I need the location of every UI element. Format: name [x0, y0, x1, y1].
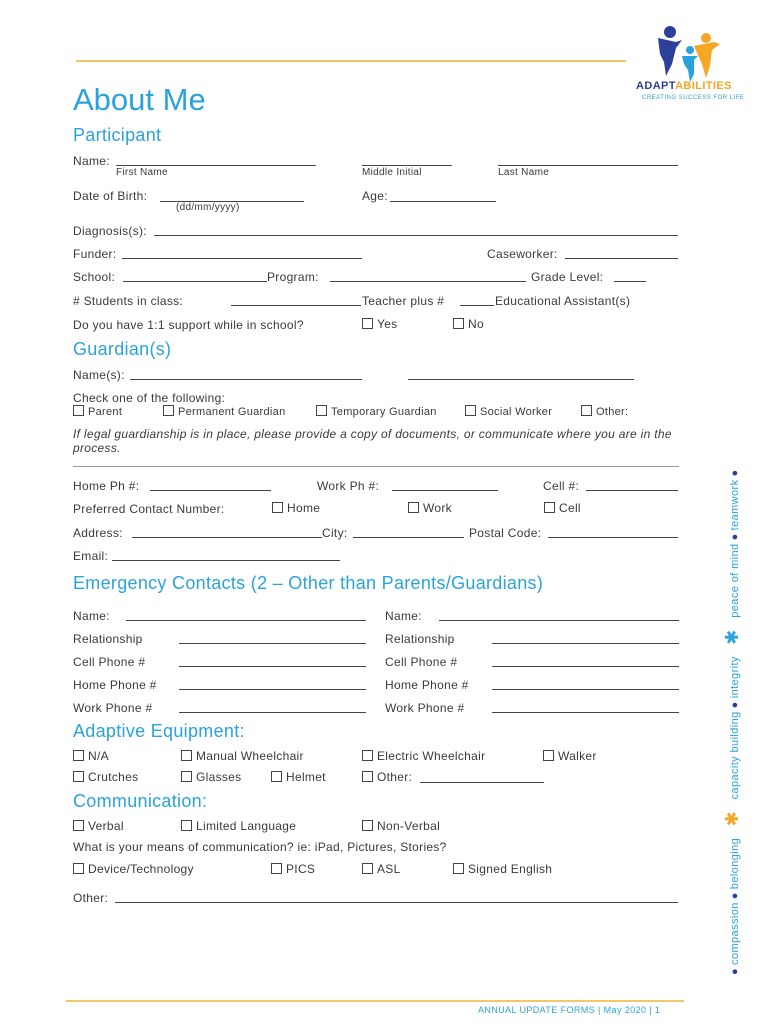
logo-figures-icon	[636, 24, 748, 82]
program-label: Program:	[267, 270, 319, 284]
school-field[interactable]	[123, 281, 267, 282]
students-label: # Students in class:	[73, 294, 184, 308]
ec2-name-label: Name:	[385, 609, 422, 623]
section-divider	[73, 466, 679, 467]
checkbox-icon	[581, 405, 592, 416]
social-worker-label: Social Worker	[480, 406, 553, 418]
checkbox-icon	[408, 502, 419, 513]
helmet-label: Helmet	[286, 770, 326, 784]
ec2-home-field[interactable]	[492, 689, 679, 690]
first-name-caption: First Name	[116, 167, 168, 178]
home-ph-field[interactable]	[150, 490, 271, 491]
guardian-other-checkbox[interactable]	[581, 405, 628, 418]
guardian-social-worker-checkbox[interactable]	[465, 405, 552, 418]
checkbox-icon	[316, 405, 327, 416]
age-field[interactable]	[390, 201, 496, 202]
ec2-cell-field[interactable]	[492, 666, 679, 667]
checkbox-icon	[272, 502, 283, 513]
comm-verbal-checkbox[interactable]	[73, 819, 124, 833]
pics-label: PICS	[286, 862, 316, 876]
cell-label: Cell	[559, 501, 581, 515]
email-field[interactable]	[112, 560, 340, 561]
diagnosis-field[interactable]	[154, 235, 678, 236]
value-belonging: belonging	[729, 837, 741, 890]
sidebar-values	[722, 466, 743, 978]
last-name-field[interactable]	[498, 165, 678, 166]
yes-label: Yes	[377, 317, 398, 331]
comm-signed-english-checkbox[interactable]	[453, 862, 552, 876]
ec1-work-field[interactable]	[179, 712, 366, 713]
name-label: Name:	[73, 154, 110, 168]
checkbox-icon	[271, 771, 282, 782]
checkbox-icon	[362, 318, 373, 329]
checkbox-icon	[453, 318, 464, 329]
ea-label: Educational Assistant(s)	[495, 294, 631, 308]
caseworker-field[interactable]	[565, 258, 678, 259]
ec2-work-field[interactable]	[492, 712, 679, 713]
ec1-cell-label: Cell Phone #	[73, 655, 146, 669]
checkbox-icon	[181, 771, 192, 782]
preferred-cell-checkbox[interactable]	[544, 501, 581, 515]
value-teamwork: teamwork	[729, 479, 741, 531]
checkbox-icon	[543, 750, 554, 761]
last-name-caption: Last Name	[498, 167, 550, 178]
footer-text: ANNUAL UPDATE FORMS | May 2020 | 1	[478, 1005, 661, 1015]
checkbox-icon	[181, 750, 192, 761]
guardian-name-2-field[interactable]	[408, 379, 634, 380]
funder-field[interactable]	[122, 258, 362, 259]
ec2-relationship-field[interactable]	[492, 643, 679, 644]
preferred-label: Preferred Contact Number:	[73, 502, 225, 516]
equip-other-label: Other:	[377, 770, 413, 784]
checkbox-icon	[73, 863, 84, 874]
guardian-permanent-checkbox[interactable]	[163, 405, 286, 418]
permanent-label: Permanent Guardian	[178, 406, 286, 418]
equip-glasses-checkbox[interactable]	[181, 770, 241, 784]
checkbox-icon	[73, 750, 84, 761]
work-ph-label: Work Ph #:	[317, 479, 380, 493]
middle-initial-caption: Middle Initial	[362, 167, 422, 178]
na-label: N/A	[88, 749, 109, 763]
ec1-cell-field[interactable]	[179, 666, 366, 667]
postal-field[interactable]	[548, 537, 678, 538]
ec1-name-label: Name:	[73, 609, 110, 623]
home-label: Home	[287, 501, 321, 515]
logo	[636, 24, 748, 104]
guardian-temporary-checkbox[interactable]	[316, 405, 437, 418]
logo-word-adapt: ADAPT	[636, 80, 676, 92]
equip-walker-checkbox[interactable]	[543, 749, 597, 763]
support-yes-checkbox[interactable]	[362, 317, 397, 331]
ec2-work-label: Work Phone #	[385, 701, 465, 715]
value-capacity-building: capacity building	[729, 711, 741, 800]
equip-other-checkbox[interactable]	[362, 770, 412, 784]
preferred-work-checkbox[interactable]	[408, 501, 452, 515]
cell-ph-field[interactable]	[586, 490, 678, 491]
checkbox-icon	[465, 405, 476, 416]
check-one-label: Check one of the following:	[73, 391, 226, 405]
home-ph-label: Home Ph #:	[73, 479, 140, 493]
ec2-home-label: Home Phone #	[385, 678, 469, 692]
ec2-name-field[interactable]	[439, 620, 679, 621]
equip-na-checkbox[interactable]	[73, 749, 109, 763]
guardian-names-label: Name(s):	[73, 368, 125, 382]
asl-label: ASL	[377, 862, 401, 876]
work-label: Work	[423, 501, 452, 515]
footer-rule	[66, 1000, 684, 1002]
checkbox-icon	[73, 820, 84, 831]
comm-device-checkbox[interactable]	[73, 862, 194, 876]
email-label: Email:	[73, 549, 109, 563]
participant-heading: Participant	[73, 125, 162, 145]
checkbox-icon	[73, 771, 84, 782]
communication-heading: Communication:	[73, 791, 208, 811]
ec2-relationship-label: Relationship	[385, 632, 455, 646]
other-label: Other:	[596, 406, 629, 418]
value-compassion: compassion	[729, 902, 741, 965]
comm-limited-language-checkbox[interactable]	[181, 819, 296, 833]
bullet-icon: ●	[729, 469, 741, 477]
ec1-relationship-field[interactable]	[179, 643, 366, 644]
school-label: School:	[73, 270, 116, 284]
teacher-field[interactable]	[460, 305, 494, 306]
figures-icon: ✱	[722, 629, 742, 645]
top-rule	[76, 60, 626, 62]
middle-initial-field[interactable]	[362, 165, 452, 166]
city-label: City:	[322, 526, 348, 540]
checkbox-icon	[271, 863, 282, 874]
checkbox-icon	[181, 820, 192, 831]
cell-ph-label: Cell #:	[543, 479, 580, 493]
guardianship-note: If legal guardianship is in place, please provide a copy of documents, or communicate where you are in the process.	[73, 427, 672, 455]
grade-label: Grade Level:	[531, 270, 604, 284]
equip-electric-wheelchair-checkbox[interactable]	[362, 749, 485, 763]
address-field[interactable]	[132, 537, 322, 538]
postal-label: Postal Code:	[469, 526, 542, 540]
value-peace-of-mind: peace of mind	[729, 543, 741, 618]
preferred-home-checkbox[interactable]	[272, 501, 320, 515]
checkbox-icon	[73, 405, 84, 416]
temporary-label: Temporary Guardian	[331, 406, 437, 418]
dob-format-caption: (dd/mm/yyyy)	[176, 202, 240, 213]
verbal-label: Verbal	[88, 819, 124, 833]
caseworker-label: Caseworker:	[487, 247, 558, 261]
ec1-work-label: Work Phone #	[73, 701, 153, 715]
device-label: Device/Technology	[88, 862, 194, 876]
equip-manual-wheelchair-checkbox[interactable]	[181, 749, 304, 763]
equip-helmet-checkbox[interactable]	[271, 770, 326, 784]
limited-language-label: Limited Language	[196, 819, 297, 833]
logo-wordmark	[636, 80, 732, 92]
checkbox-icon	[362, 771, 373, 782]
guardian-name-1-field[interactable]	[130, 379, 362, 380]
comm-pics-checkbox[interactable]	[271, 862, 315, 876]
bullet-icon: ●	[729, 701, 741, 709]
guardians-heading: Guardian(s)	[73, 339, 172, 359]
equipment-heading: Adaptive Equipment:	[73, 721, 245, 741]
diagnosis-label: Diagnosis(s):	[73, 224, 147, 238]
funder-label: Funder:	[73, 247, 117, 261]
value-integrity: integrity	[729, 656, 741, 699]
ec1-home-field[interactable]	[179, 689, 366, 690]
ec1-name-field[interactable]	[126, 620, 366, 621]
manual-wheelchair-label: Manual Wheelchair	[196, 749, 304, 763]
grade-field[interactable]	[614, 281, 646, 282]
ec1-relationship-label: Relationship	[73, 632, 143, 646]
equip-crutches-checkbox[interactable]	[73, 770, 138, 784]
signed-english-label: Signed English	[468, 862, 553, 876]
ec2-cell-label: Cell Phone #	[385, 655, 458, 669]
walker-label: Walker	[558, 749, 597, 763]
bullet-icon: ●	[729, 892, 741, 900]
address-label: Address:	[73, 526, 123, 540]
checkbox-icon	[362, 820, 373, 831]
checkbox-icon	[544, 502, 555, 513]
bullet-icon: ●	[729, 533, 741, 541]
page-title: About Me	[73, 82, 206, 117]
support-question: Do you have 1:1 support while in school?	[73, 318, 304, 332]
crutches-label: Crutches	[88, 770, 139, 784]
support-no-checkbox[interactable]	[453, 317, 484, 331]
comm-other-field[interactable]	[115, 902, 678, 903]
glasses-label: Glasses	[196, 770, 242, 784]
comm-non-verbal-checkbox[interactable]	[362, 819, 440, 833]
teacher-label: Teacher plus #	[362, 294, 445, 308]
comm-asl-checkbox[interactable]	[362, 862, 401, 876]
checkbox-icon	[453, 863, 464, 874]
non-verbal-label: Non-Verbal	[377, 819, 441, 833]
checkbox-icon	[362, 863, 373, 874]
program-field[interactable]	[330, 281, 526, 282]
work-ph-field[interactable]	[392, 490, 498, 491]
checkbox-icon	[362, 750, 373, 761]
dob-label: Date of Birth:	[73, 189, 148, 203]
figures-icon: ✱	[722, 810, 742, 827]
equip-other-field[interactable]	[420, 782, 544, 783]
comm-other-label: Other:	[73, 891, 109, 905]
logo-word-abilities: ABILITIES	[675, 80, 732, 92]
city-field[interactable]	[353, 537, 464, 538]
no-label: No	[468, 317, 484, 331]
logo-tagline: CREATING SUCCESS FOR LIFE	[642, 95, 745, 101]
communication-question: What is your means of communication? ie: iPad, Pictures, Stories?	[73, 840, 447, 854]
students-field[interactable]	[231, 305, 361, 306]
electric-wheelchair-label: Electric Wheelchair	[377, 749, 486, 763]
checkbox-icon	[163, 405, 174, 416]
ec1-home-label: Home Phone #	[73, 678, 157, 692]
age-label: Age:	[362, 189, 388, 203]
bullet-icon: ●	[729, 967, 741, 975]
emergency-heading: Emergency Contacts (2 – Other than Parents/Guardians)	[73, 573, 544, 593]
parent-label: Parent	[88, 406, 123, 418]
guardian-parent-checkbox[interactable]	[73, 405, 122, 418]
first-name-field[interactable]	[116, 165, 316, 166]
